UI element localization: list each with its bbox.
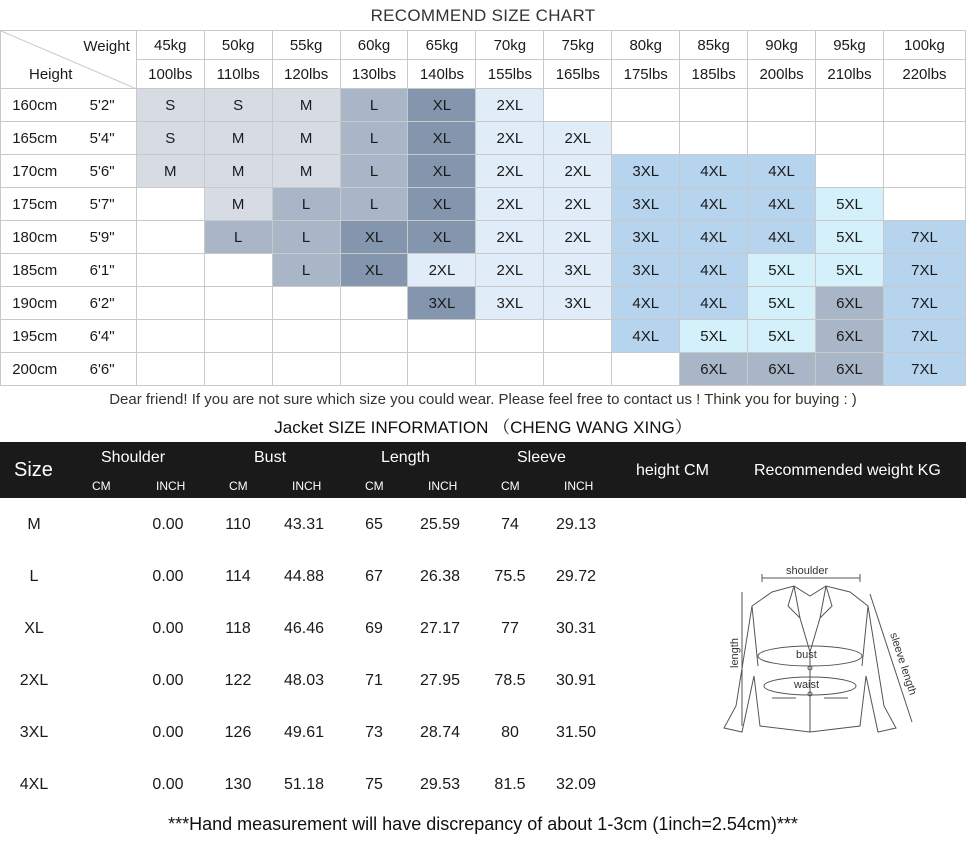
size-cell: 2XL bbox=[476, 221, 544, 254]
size-cell: 4XL bbox=[680, 221, 748, 254]
size-cell: S bbox=[204, 89, 272, 122]
weight-kg-header: 65kg bbox=[408, 31, 476, 60]
height-row bbox=[1, 221, 966, 254]
size-cell: 3XL bbox=[408, 287, 476, 320]
header-shoulder-inch: INCH bbox=[156, 479, 186, 493]
size-cell: M bbox=[204, 122, 272, 155]
weight-lbs-row bbox=[1, 60, 966, 89]
size-cell bbox=[816, 122, 884, 155]
size-cell bbox=[340, 287, 408, 320]
size-cell: M bbox=[272, 155, 340, 188]
size-cell bbox=[612, 89, 680, 122]
size-cell: 5XL bbox=[816, 254, 884, 287]
jacket-shoulder-inch: 0.00 bbox=[152, 776, 184, 793]
jacket-sleeve-cm: 80 bbox=[501, 724, 519, 741]
weight-kg-header: 85kg bbox=[680, 31, 748, 60]
jacket-bust-cm: 118 bbox=[225, 620, 251, 637]
size-cell: 3XL bbox=[612, 254, 680, 287]
height-cm: 165cm bbox=[1, 122, 69, 155]
jacket-length-cm: 69 bbox=[365, 620, 383, 637]
weight-lbs-header: 210lbs bbox=[816, 60, 884, 89]
size-cell: 6XL bbox=[680, 353, 748, 386]
size-cell: L bbox=[204, 221, 272, 254]
size-cell bbox=[272, 287, 340, 320]
size-cell bbox=[748, 89, 816, 122]
size-cell bbox=[136, 320, 204, 353]
jacket-size: XL bbox=[24, 620, 44, 637]
size-cell: 2XL bbox=[476, 155, 544, 188]
size-cell: XL bbox=[408, 155, 476, 188]
size-cell bbox=[883, 89, 965, 122]
header-weight: Recommended weight KG bbox=[754, 462, 941, 479]
size-cell: 4XL bbox=[612, 320, 680, 353]
jacket-title: Jacket SIZE INFORMATION （CHENG WANG XING） bbox=[274, 418, 692, 437]
jacket-size: M bbox=[27, 516, 41, 533]
size-cell: L bbox=[340, 155, 408, 188]
jacket-bust-cm: 126 bbox=[224, 724, 252, 741]
jacket-measurement-diagram bbox=[700, 556, 930, 741]
size-cell: 7XL bbox=[883, 320, 965, 353]
weight-lbs-header: 175lbs bbox=[612, 60, 680, 89]
size-cell: 5XL bbox=[680, 320, 748, 353]
size-cell bbox=[204, 254, 272, 287]
size-cell: 7XL bbox=[883, 287, 965, 320]
size-cell bbox=[883, 188, 965, 221]
weight-lbs-header: 120lbs bbox=[272, 60, 340, 89]
size-cell: L bbox=[272, 254, 340, 287]
header-bust-cm: CM bbox=[229, 479, 248, 493]
size-cell: 6XL bbox=[816, 320, 884, 353]
jacket-length-cm: 75 bbox=[365, 776, 383, 793]
size-cell bbox=[136, 353, 204, 386]
size-cell bbox=[340, 320, 408, 353]
size-cell: 4XL bbox=[748, 221, 816, 254]
jacket-bust-cm: 130 bbox=[224, 776, 252, 793]
weight-kg-header: 75kg bbox=[544, 31, 612, 60]
header-length-cm: CM bbox=[365, 479, 384, 493]
jacket-size: L bbox=[29, 568, 39, 585]
jacket-shoulder-inch: 0.00 bbox=[152, 620, 184, 637]
jacket-header bbox=[0, 442, 966, 498]
jacket-size: 4XL bbox=[19, 776, 49, 793]
size-cell: 3XL bbox=[476, 287, 544, 320]
height-cm: 185cm bbox=[1, 254, 69, 287]
jacket-bust-inch: 49.61 bbox=[283, 724, 325, 741]
size-cell bbox=[136, 254, 204, 287]
weight-kg-header: 90kg bbox=[748, 31, 816, 60]
size-cell bbox=[612, 122, 680, 155]
jacket-size-row bbox=[0, 500, 610, 552]
jacket-sleeve-inch: 32.09 bbox=[555, 776, 597, 793]
jacket-length-cm: 67 bbox=[365, 568, 383, 585]
weight-lbs-header: 140lbs bbox=[408, 60, 476, 89]
size-cell bbox=[680, 122, 748, 155]
size-cell: 2XL bbox=[544, 188, 612, 221]
recommend-body bbox=[1, 89, 966, 386]
jacket-length-inch: 25.59 bbox=[419, 516, 461, 533]
height-ft: 5'9" bbox=[68, 221, 136, 254]
jacket-size: 2XL bbox=[19, 672, 49, 689]
contact-note: Dear friend! If you are not sure which size you could wear. Please feel free to contact us ! Think you for buying : ) bbox=[109, 391, 857, 408]
weight-kg-header: 45kg bbox=[136, 31, 204, 60]
label-length: length bbox=[729, 638, 741, 668]
weight-lbs-header: 130lbs bbox=[340, 60, 408, 89]
height-axis-label: Height bbox=[29, 66, 73, 83]
size-cell: M bbox=[272, 89, 340, 122]
size-cell: 5XL bbox=[816, 221, 884, 254]
size-cell bbox=[272, 353, 340, 386]
size-cell: 5XL bbox=[816, 188, 884, 221]
jacket-sleeve-inch: 29.13 bbox=[555, 516, 597, 533]
header-shoulder: Shoulder bbox=[101, 449, 166, 466]
size-cell: 2XL bbox=[544, 122, 612, 155]
height-row bbox=[1, 188, 966, 221]
size-cell: XL bbox=[408, 89, 476, 122]
height-cm: 160cm bbox=[1, 89, 69, 122]
header-sleeve-inch: INCH bbox=[564, 479, 594, 493]
jacket-bust-cm: 110 bbox=[225, 516, 251, 533]
footnote: ***Hand measurement will have discrepancy of about 1-3cm (1inch=2.54cm)*** bbox=[168, 814, 798, 834]
jacket-sleeve-cm: 75.5 bbox=[494, 568, 526, 585]
size-cell: M bbox=[272, 122, 340, 155]
size-cell: 4XL bbox=[748, 155, 816, 188]
jacket-size-row bbox=[0, 604, 610, 656]
weight-lbs-header: 200lbs bbox=[748, 60, 816, 89]
size-cell: S bbox=[136, 89, 204, 122]
size-cell bbox=[680, 89, 748, 122]
jacket-shoulder-inch: 0.00 bbox=[152, 516, 184, 533]
height-ft: 5'7" bbox=[68, 188, 136, 221]
size-cell: XL bbox=[340, 221, 408, 254]
height-ft: 6'1" bbox=[68, 254, 136, 287]
size-cell: 4XL bbox=[612, 287, 680, 320]
height-ft: 5'6" bbox=[68, 155, 136, 188]
jacket-sleeve-cm: 78.5 bbox=[494, 672, 526, 689]
height-row bbox=[1, 155, 966, 188]
size-cell: L bbox=[340, 122, 408, 155]
header-shoulder-cm: CM bbox=[92, 479, 111, 493]
jacket-sleeve-inch: 30.31 bbox=[555, 620, 597, 637]
height-ft: 6'4" bbox=[68, 320, 136, 353]
size-cell bbox=[340, 353, 408, 386]
jacket-bust-cm: 122 bbox=[224, 672, 252, 689]
height-ft: 6'6" bbox=[68, 353, 136, 386]
header-length: Length bbox=[381, 449, 430, 466]
jacket-bust-inch: 46.46 bbox=[283, 620, 325, 637]
size-cell: 2XL bbox=[476, 188, 544, 221]
height-ft: 6'2" bbox=[68, 287, 136, 320]
weight-kg-header: 55kg bbox=[272, 31, 340, 60]
size-cell bbox=[476, 320, 544, 353]
size-cell: L bbox=[272, 188, 340, 221]
size-cell: 2XL bbox=[476, 122, 544, 155]
weight-axis-label: Weight bbox=[83, 38, 130, 55]
jacket-length-inch: 28.74 bbox=[419, 724, 461, 741]
size-cell bbox=[544, 89, 612, 122]
recommend-title: RECOMMEND SIZE CHART bbox=[370, 6, 596, 25]
weight-lbs-header: 155lbs bbox=[476, 60, 544, 89]
weight-lbs-header: 165lbs bbox=[544, 60, 612, 89]
weight-lbs-header: 110lbs bbox=[204, 60, 272, 89]
size-cell: 2XL bbox=[544, 155, 612, 188]
jacket-bust-cm: 114 bbox=[225, 568, 251, 585]
size-cell bbox=[136, 188, 204, 221]
size-cell: 7XL bbox=[883, 254, 965, 287]
size-cell: 3XL bbox=[612, 221, 680, 254]
size-cell: 2XL bbox=[408, 254, 476, 287]
size-cell: 5XL bbox=[748, 254, 816, 287]
size-cell: 4XL bbox=[680, 254, 748, 287]
label-waist: waist bbox=[794, 679, 820, 691]
jacket-sleeve-inch: 30.91 bbox=[555, 672, 597, 689]
size-cell: 6XL bbox=[816, 287, 884, 320]
height-cm: 170cm bbox=[1, 155, 69, 188]
size-cell: 4XL bbox=[680, 287, 748, 320]
height-cm: 180cm bbox=[1, 221, 69, 254]
size-cell: 2XL bbox=[476, 254, 544, 287]
size-cell: XL bbox=[340, 254, 408, 287]
height-row bbox=[1, 122, 966, 155]
jacket-size: 3XL bbox=[19, 724, 49, 741]
size-cell bbox=[136, 221, 204, 254]
jacket-shoulder-inch: 0.00 bbox=[152, 568, 184, 585]
size-cell: 2XL bbox=[544, 221, 612, 254]
size-cell: L bbox=[272, 221, 340, 254]
height-cm: 195cm bbox=[1, 320, 69, 353]
size-cell: 5XL bbox=[748, 320, 816, 353]
size-cell bbox=[883, 155, 965, 188]
size-cell: 3XL bbox=[544, 254, 612, 287]
jacket-bust-inch: 48.03 bbox=[283, 672, 325, 689]
size-cell bbox=[204, 320, 272, 353]
header-sleeve: Sleeve bbox=[517, 449, 566, 466]
size-cell: 5XL bbox=[748, 287, 816, 320]
height-ft: 5'4" bbox=[68, 122, 136, 155]
jacket-sleeve-inch: 29.72 bbox=[555, 568, 597, 585]
jacket-length-inch: 29.53 bbox=[419, 776, 461, 793]
weight-kg-header: 60kg bbox=[340, 31, 408, 60]
height-row bbox=[1, 320, 966, 353]
size-cell: 6XL bbox=[748, 353, 816, 386]
jacket-sleeve-cm: 81.5 bbox=[494, 776, 526, 793]
label-bust: bust bbox=[796, 649, 817, 661]
size-cell: M bbox=[136, 155, 204, 188]
jacket-outline-icon bbox=[700, 556, 930, 736]
jacket-length-cm: 73 bbox=[365, 724, 383, 741]
header-bust: Bust bbox=[254, 449, 287, 466]
size-cell: 2XL bbox=[476, 89, 544, 122]
size-cell: 4XL bbox=[748, 188, 816, 221]
size-cell: M bbox=[204, 155, 272, 188]
weight-kg-header: 100kg bbox=[883, 31, 965, 60]
header-bust-inch: INCH bbox=[292, 479, 322, 493]
size-cell: 3XL bbox=[612, 155, 680, 188]
size-cell: XL bbox=[408, 122, 476, 155]
size-cell: 4XL bbox=[680, 188, 748, 221]
jacket-length-inch: 27.95 bbox=[419, 672, 461, 689]
size-cell: 7XL bbox=[883, 221, 965, 254]
size-cell: L bbox=[340, 188, 408, 221]
size-cell bbox=[748, 122, 816, 155]
label-sleeve: sleeve length bbox=[887, 631, 919, 697]
header-height: height CM bbox=[636, 462, 709, 479]
size-cell: 4XL bbox=[680, 155, 748, 188]
height-row bbox=[1, 353, 966, 386]
height-cm: 190cm bbox=[1, 287, 69, 320]
jacket-sleeve-cm: 74 bbox=[501, 516, 519, 533]
size-cell bbox=[816, 155, 884, 188]
size-cell bbox=[408, 353, 476, 386]
jacket-size-row bbox=[0, 760, 610, 812]
weight-kg-row bbox=[1, 31, 966, 60]
size-cell bbox=[204, 287, 272, 320]
jacket-size-row bbox=[0, 708, 610, 760]
jacket-bust-inch: 51.18 bbox=[283, 776, 325, 793]
header-size: Size bbox=[14, 459, 53, 481]
size-cell: 3XL bbox=[612, 188, 680, 221]
header-sleeve-cm: CM bbox=[501, 479, 520, 493]
jacket-length-inch: 26.38 bbox=[419, 568, 461, 585]
size-cell bbox=[204, 353, 272, 386]
height-row bbox=[1, 287, 966, 320]
height-row bbox=[1, 254, 966, 287]
jacket-length-cm: 71 bbox=[365, 672, 383, 689]
size-cell: M bbox=[204, 188, 272, 221]
weight-kg-header: 70kg bbox=[476, 31, 544, 60]
size-cell bbox=[136, 287, 204, 320]
corner-header bbox=[1, 31, 137, 89]
jacket-length-inch: 27.17 bbox=[419, 620, 461, 637]
jacket-shoulder-inch: 0.00 bbox=[152, 724, 184, 741]
size-cell bbox=[476, 353, 544, 386]
jacket-sleeve-cm: 77 bbox=[501, 620, 519, 637]
size-cell: 6XL bbox=[816, 353, 884, 386]
weight-lbs-header: 100lbs bbox=[136, 60, 204, 89]
weight-lbs-header: 185lbs bbox=[680, 60, 748, 89]
size-cell: L bbox=[340, 89, 408, 122]
size-cell: XL bbox=[408, 188, 476, 221]
size-cell bbox=[544, 353, 612, 386]
size-cell bbox=[883, 122, 965, 155]
height-cm: 175cm bbox=[1, 188, 69, 221]
size-cell: XL bbox=[408, 221, 476, 254]
size-cell bbox=[816, 89, 884, 122]
height-row bbox=[1, 89, 966, 122]
weight-kg-header: 50kg bbox=[204, 31, 272, 60]
jacket-size-row bbox=[0, 552, 610, 604]
weight-kg-header: 95kg bbox=[816, 31, 884, 60]
jacket-sleeve-inch: 31.50 bbox=[555, 724, 597, 741]
weight-kg-header: 80kg bbox=[612, 31, 680, 60]
height-cm: 200cm bbox=[1, 353, 69, 386]
label-shoulder: shoulder bbox=[786, 565, 829, 577]
size-cell bbox=[272, 320, 340, 353]
size-cell bbox=[612, 353, 680, 386]
size-cell bbox=[408, 320, 476, 353]
height-ft: 5'2" bbox=[68, 89, 136, 122]
recommend-table bbox=[0, 30, 966, 386]
jacket-shoulder-inch: 0.00 bbox=[152, 672, 184, 689]
size-cell: 3XL bbox=[544, 287, 612, 320]
jacket-length-cm: 65 bbox=[365, 516, 383, 533]
header-length-inch: INCH bbox=[428, 479, 458, 493]
size-cell: 7XL bbox=[883, 353, 965, 386]
size-cell: S bbox=[136, 122, 204, 155]
size-cell bbox=[544, 320, 612, 353]
jacket-size-row bbox=[0, 656, 610, 708]
jacket-bust-inch: 44.88 bbox=[283, 568, 325, 585]
jacket-bust-inch: 43.31 bbox=[283, 516, 325, 533]
weight-lbs-header: 220lbs bbox=[883, 60, 965, 89]
